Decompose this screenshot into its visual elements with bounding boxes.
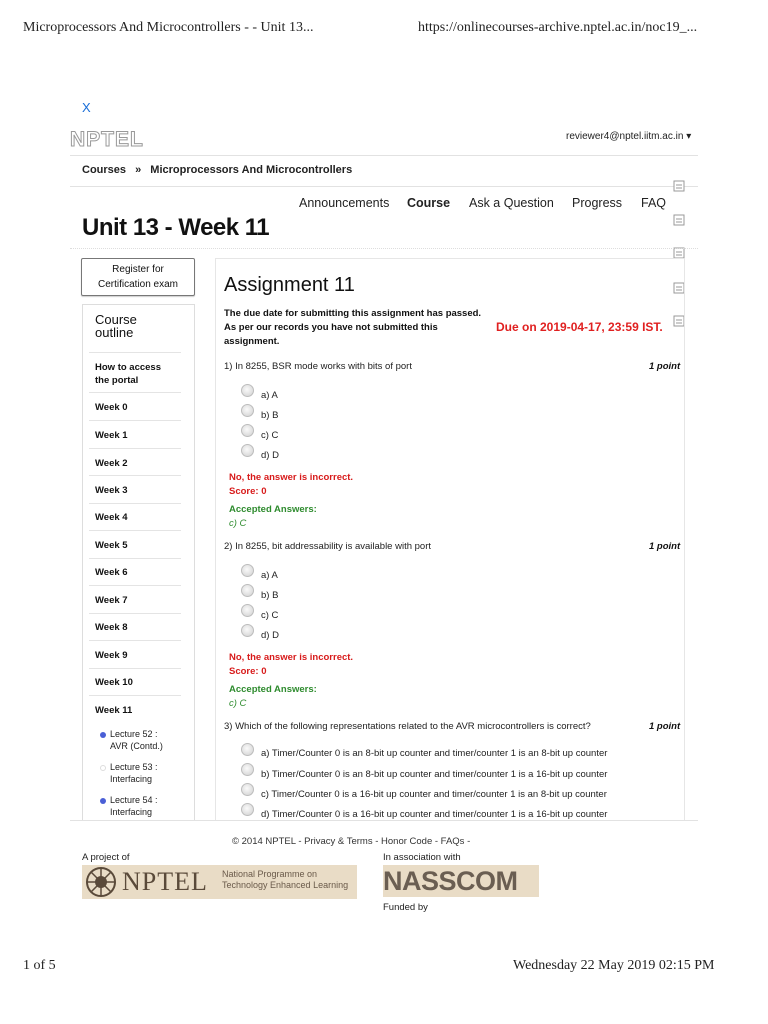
sidebar-item-portal-line1: How to access <box>95 362 161 373</box>
answer-result: No, the answer is incorrect. <box>229 652 354 663</box>
question-points: 1 point <box>649 541 681 552</box>
radio-option[interactable] <box>241 783 254 796</box>
viewed-status-icon <box>100 732 106 738</box>
breadcrumb <box>82 164 358 176</box>
radio-option[interactable] <box>241 803 254 816</box>
nptel-logo-text: NPTEL <box>122 867 208 896</box>
sidebar-item-week-4[interactable]: Week 4 <box>95 512 128 523</box>
viewed-status-icon <box>100 798 106 804</box>
file-icon[interactable] <box>673 214 687 226</box>
lecture-item-line2: Interfacing <box>110 807 153 817</box>
sidebar-item-week-8[interactable]: Week 8 <box>95 622 128 633</box>
tab-progress[interactable]: Progress <box>572 196 623 210</box>
answer-result: No, the answer is incorrect. <box>229 472 354 483</box>
print-page-number: 1 of 5 <box>23 958 56 973</box>
lecture-item[interactable] <box>110 761 158 785</box>
nptel-logo-tagline <box>222 869 348 891</box>
close-button[interactable]: X <box>82 100 91 115</box>
course-outline-heading <box>95 313 137 339</box>
nasscom-logo-text: NASSCOM <box>383 866 518 896</box>
sidebar-item-week-6[interactable]: Week 6 <box>95 567 128 578</box>
radio-option[interactable] <box>241 624 254 637</box>
sidebar-divider <box>89 448 181 449</box>
register-label-line2: Certification exam <box>97 279 179 290</box>
tab-ask-question[interactable]: Ask a Question <box>469 196 554 210</box>
accepted-answers-label: Accepted Answers: <box>229 504 317 515</box>
accepted-answer: c) C <box>229 518 247 529</box>
sidebar-item-week-0[interactable]: Week 0 <box>95 402 128 413</box>
due-note <box>224 307 481 349</box>
nptel-logo[interactable]: NPTEL <box>70 128 144 151</box>
sidebar-divider <box>89 475 181 476</box>
sidebar-divider <box>89 503 181 504</box>
lecture-item-line2: Interfacing <box>110 774 153 784</box>
option-label: c) Timer/Counter 0 is a 16-bit up counter and timer/counter 1 is an 8-bit up counter <box>261 789 607 800</box>
lecture-item-line1: Lecture 54 : <box>110 795 158 805</box>
score: Score: 0 <box>229 486 267 497</box>
option-label: d) Timer/Counter 0 is a 16-bit up counter and timer/counter 1 is a 16-bit up counter <box>261 809 608 820</box>
print-header-url: https://onlinecourses-archive.nptel.ac.in/noc19_... <box>418 20 698 35</box>
print-datetime: Wednesday 22 May 2019 02:15 PM <box>513 958 715 973</box>
sidebar-divider <box>89 668 181 669</box>
course-outline-heading-line2: outline <box>95 325 134 340</box>
radio-option[interactable] <box>241 763 254 776</box>
option-label: a) Timer/Counter 0 is an 8-bit up counter and timer/counter 1 is an 8-bit up counter <box>261 748 608 759</box>
option-label: d) D <box>261 630 279 641</box>
nptel-logo-tagline-line2: Technology Enhanced Learning <box>222 880 349 890</box>
user-menu[interactable]: reviewer4@nptel.iitm.ac.in ▾ <box>566 131 692 142</box>
sidebar-divider <box>89 530 181 531</box>
tab-announcements[interactable]: Announcements <box>299 196 390 210</box>
title-divider <box>70 248 698 250</box>
print-header-title: Microprocessors And Microcontrollers - - Unit 13... <box>23 20 314 35</box>
radio-option[interactable] <box>241 384 254 397</box>
breadcrumb-course[interactable]: Microprocessors And Microcontrollers <box>150 164 353 176</box>
sidebar-divider <box>89 392 181 393</box>
breadcrumb-separator: » <box>135 164 142 176</box>
sidebar-item-week-3[interactable]: Week 3 <box>95 485 128 496</box>
option-label: d) D <box>261 450 279 461</box>
question-points: 1 point <box>649 721 681 732</box>
radio-option[interactable] <box>241 404 254 417</box>
question-text: 3) Which of the following representations related to the AVR microcontrollers is correct? <box>224 721 591 732</box>
radio-option[interactable] <box>241 604 254 617</box>
question-text: 2) In 8255, bit addressability is available with port <box>224 541 432 552</box>
nptel-footer-logo[interactable] <box>82 865 357 899</box>
option-label: b) B <box>261 590 279 601</box>
sidebar-divider <box>89 585 181 586</box>
tab-faq[interactable]: FAQ <box>641 196 667 210</box>
sidebar-item-week-9[interactable]: Week 9 <box>95 650 128 661</box>
radio-option[interactable] <box>241 584 254 597</box>
footer-divider <box>70 820 698 821</box>
option-label: a) A <box>261 570 278 581</box>
not-viewed-status-icon <box>100 765 106 771</box>
sidebar-divider <box>89 558 181 559</box>
footer-links[interactable]: © 2014 NPTEL - Privacy & Terms - Honor Code - FAQs - <box>232 836 471 847</box>
accepted-answer: c) C <box>229 698 247 709</box>
association-label: In association with <box>383 852 461 863</box>
sidebar-item-portal-line2: the portal <box>95 375 139 386</box>
option-label: b) Timer/Counter 0 is an 8-bit up counter and timer/counter 1 is a 16-bit up counter <box>261 769 608 780</box>
score: Score: 0 <box>229 666 267 677</box>
option-label: b) B <box>261 410 279 421</box>
question-text: 1) In 8255, BSR mode works with bits of port <box>224 361 412 372</box>
due-note-line2: As per our records you have not submitted this <box>224 322 438 333</box>
accepted-answers-label: Accepted Answers: <box>229 684 317 695</box>
nptel-logo-tagline-line1: National Programme on <box>222 869 318 879</box>
project-of-label: A project of <box>82 852 130 863</box>
sidebar-item-week-2[interactable]: Week 2 <box>95 458 128 469</box>
register-label-line1: Register for <box>112 264 164 275</box>
breadcrumb-courses[interactable]: Courses <box>82 164 127 176</box>
page-title: Unit 13 - Week 11 <box>82 214 270 241</box>
lecture-item-line1: Lecture 53 : <box>110 762 158 772</box>
nptel-emblem-icon <box>84 865 118 899</box>
due-note-line3: assignment. <box>224 336 280 347</box>
sidebar-divider <box>89 352 181 353</box>
assignment-title: Assignment 11 <box>224 274 355 296</box>
file-icon[interactable] <box>673 180 687 192</box>
register-certification-button[interactable] <box>81 258 195 296</box>
sidebar-divider <box>89 420 181 421</box>
option-label: c) C <box>261 430 279 441</box>
radio-option[interactable] <box>241 424 254 437</box>
sidebar-item-week-10[interactable]: Week 10 <box>95 677 133 688</box>
sidebar-divider <box>89 695 181 696</box>
nasscom-logo[interactable] <box>383 865 539 897</box>
radio-option[interactable] <box>241 564 254 577</box>
funded-by-label: Funded by <box>383 902 428 913</box>
sidebar-item-portal[interactable] <box>95 361 161 387</box>
sidebar-item-week-5[interactable]: Week 5 <box>95 540 128 551</box>
due-note-line1: The due date for submitting this assignment has passed. <box>224 308 482 319</box>
lecture-item[interactable] <box>110 728 163 752</box>
lecture-item-line1: Lecture 52 : <box>110 729 158 739</box>
due-date: Due on 2019-04-17, 23:59 IST. <box>496 320 663 334</box>
lecture-item-line2: AVR (Contd.) <box>110 741 163 751</box>
sidebar-item-week-11[interactable]: Week 11 <box>95 705 133 716</box>
radio-option[interactable] <box>241 743 254 756</box>
header-divider <box>70 155 698 156</box>
question-points: 1 point <box>649 361 681 372</box>
breadcrumb-divider <box>70 186 698 187</box>
sidebar-item-week-1[interactable]: Week 1 <box>95 430 128 441</box>
lecture-item[interactable] <box>110 794 158 818</box>
tab-course[interactable]: Course <box>407 196 451 210</box>
option-label: c) C <box>261 610 279 621</box>
radio-option[interactable] <box>241 444 254 457</box>
sidebar-divider <box>89 640 181 641</box>
sidebar-divider <box>89 613 181 614</box>
option-label: a) A <box>261 390 278 401</box>
sidebar-item-week-7[interactable]: Week 7 <box>95 595 128 606</box>
course-outline-heading-line1: Course <box>95 312 137 327</box>
